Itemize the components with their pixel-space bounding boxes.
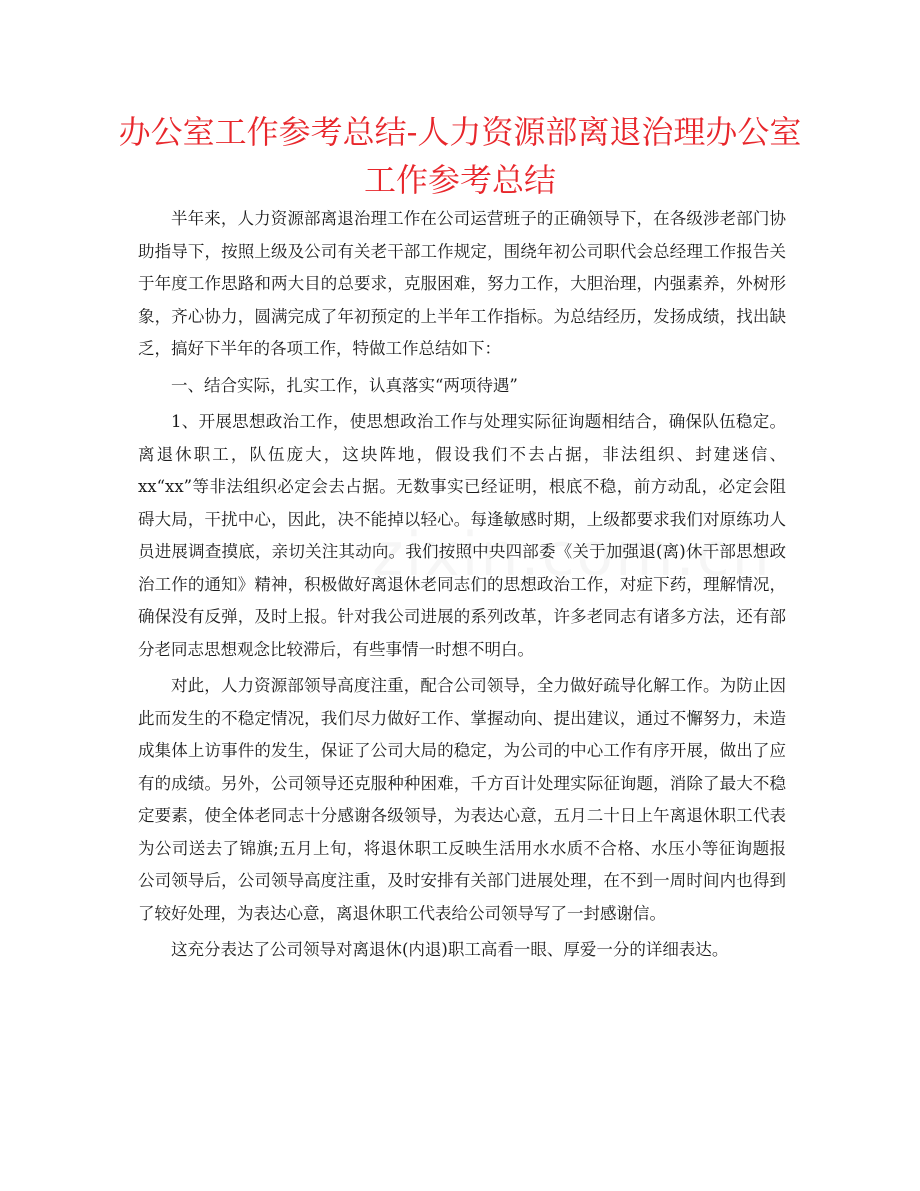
title-line-1: 办公室工作参考总结-人力资源部离退治理办公室 (118, 113, 802, 151)
document-title (100, 108, 820, 204)
section-heading-1: 一、结合实际，扎实工作，认真落实“两项待遇” (171, 375, 518, 395)
document-body (138, 203, 786, 971)
paragraph-intro: 半年来，人力资源部离退治理工作在公司运营班子的正确领导下，在各级涉老部门协助指导下，按照上级及公司有关老干部工作规定，围绕年初公司职代会总经理工作报告关于年度工作思路和两大目的总要求，克服困难，努力工作，大胆治理，内强素养，外树形象，齐心协力，圆满完成了年初预定的上半年工作指标。为总结经历，发扬成绩，找出缺乏，搞好下半年的各项工作，特做工作总结如下： (138, 209, 786, 358)
title-line-2: 工作参考总结 (363, 161, 556, 199)
paragraph-response: 对此，人力资源部领导高度注重，配合公司领导，全力做好疏导化解工作。为防止因此而发生的不稳定情况，我们尽力做好工作、掌握动向、提出建议，通过不懈努力，未造成集体上访事件的发生，保证了公司大局的稳定，为公司的中心工作有序开展，做出了应有的成绩。另外，公司领导还克服种种困难，千方百计处理实际征询题，消除了最大不稳定要素，使全体老同志十分感谢各级领导，为表达心意，五月二十日上午离退休职工代表为公司送去了锦旗;五月上旬，将退休职工反映生活用水水质不合格、水压小等征询题报公司领导后，公司领导高度注重，及时安排有关部门进展处理，在不到一周时间内也得到了较好处理，为表达心意，离退休职工代表给公司领导写了一封感谢信。 (138, 676, 786, 923)
paragraph-conclusion: 这充分表达了公司领导对离退休(内退)职工高看一眼、厚爱一分的详细表达。 (171, 940, 729, 959)
paragraph-item-1: 1、开展思想政治工作，使思想政治工作与处理实际征询题相结合，确保队伍稳定。离退休职工，队伍庞大，这块阵地，假设我们不去占据，非法组织、封建迷信、xx“xx”等非法组织必定会去占据。无数事实已经证明，根底不稳，前方动乱，必定会阻碍大局，干扰中心，因此，决不能掉以轻心。每逢敏感时期，上级都要求我们对原练功人员进展调查摸底，亲切关注其动向。我们按照中央四部委《关于加强退(离)休干部思想政治工作的通知》精神，积极做好离退休老同志们的思想政治工作，对症下药，理解情况，确保没有反弹，及时上报。针对我公司进展的系列改革，许多老同志有诸多方法，还有部分老同志思想观念比较滞后，有些事情一时想不明白。 (138, 412, 786, 659)
